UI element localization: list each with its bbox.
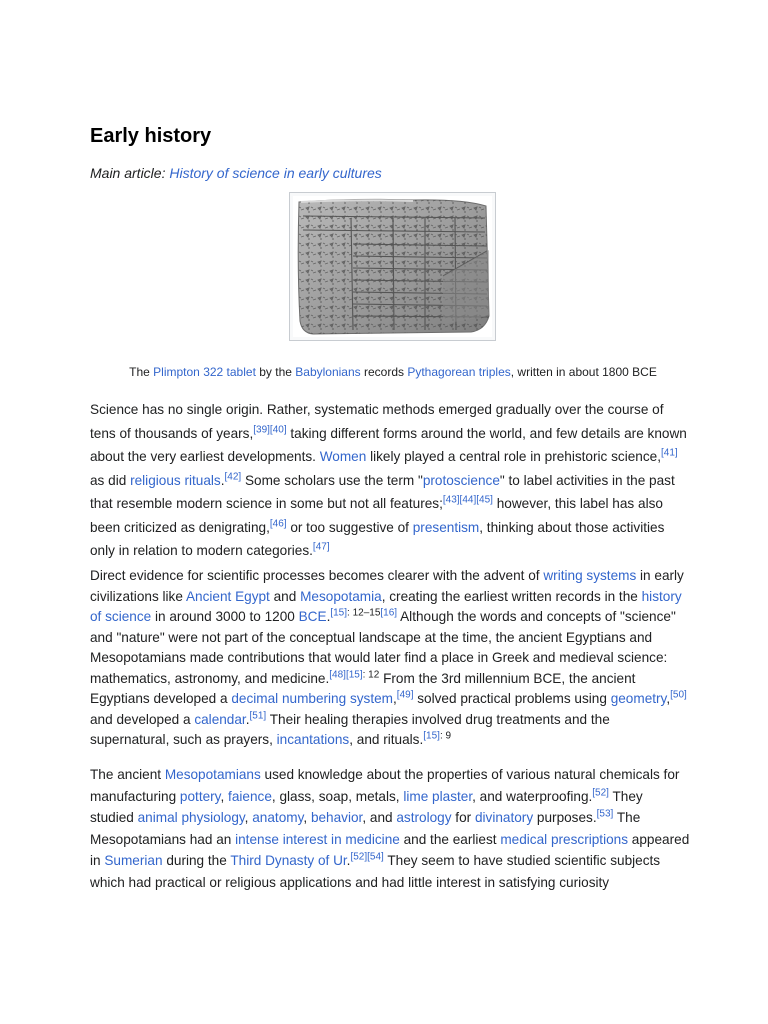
- animal-physiology-link[interactable]: animal physiology: [137, 810, 245, 826]
- divinatory-link[interactable]: divinatory: [474, 810, 534, 826]
- presentism-link[interactable]: presentism: [412, 519, 480, 535]
- reference-link[interactable]: [16]: [380, 607, 398, 619]
- decimal-numbering-system-link[interactable]: decimal numbering system: [231, 691, 394, 706]
- hatnote: Main article: History of science in early cultures: [90, 165, 382, 181]
- bce-link[interactable]: BCE: [298, 609, 327, 624]
- third-dynasty-of-ur-link[interactable]: Third Dynasty of Ur: [230, 853, 347, 869]
- paragraph-mesopotamians: The ancient Mesopotamians used knowledge about the properties of various natural chemicals for manufacturing pottery, faience, glass, soap, metals, lime plaster, and waterproofing.[52] They studied animal physiology, anatomy, behavior, and astrology for divinatory purposes.[53] The Mesopotamians had an intense interest in medicine and the earliest medical prescriptions appeared in Sumerian during the Third Dynasty of Ur.[52][54] They seem to have studied scientific subjects which had practical or religious applications and had little interest in satisfying curiosity: [90, 767, 690, 890]
- intense-interest-in-medicine-link[interactable]: intense interest in medicine: [235, 831, 400, 847]
- cuneiform-tablet-image[interactable]: [293, 196, 492, 337]
- medical-prescriptions-link[interactable]: medical prescriptions: [500, 831, 629, 847]
- paragraph-origins: Science has no single origin. Rather, systematic methods emerged gradually over the course of tens of thousands of years,[39][40] taking different forms around the world, and few details are known about the very earliest developments. Women likely played a central role in prehistoric science,[41] as did religious rituals.[42] Some scholars use the term "protoscience" to label activities in the past that resemble modern science in some but not all features;[43][44][45] however, this label has also been criticized as denigrating,[46] or too suggestive of presentism, thinking about those activities only in relation to modern categories.[47]: [90, 402, 687, 558]
- geometry-link[interactable]: geometry: [610, 691, 667, 706]
- plimpton-322-link[interactable]: Plimpton 322 tablet: [153, 365, 256, 379]
- reference-link[interactable]: [15]: [423, 730, 440, 742]
- ancient-egypt-link[interactable]: Ancient Egypt: [185, 588, 270, 604]
- reference-link[interactable]: [41]: [660, 447, 678, 459]
- paragraph-direct-evidence: Direct evidence for scientific processes becomes clearer with the advent of writing systems in early civilizations like Ancient Egypt and Mesopotamia, creating the earliest written records in the history of science in around 3000 to 1200 BCE.[15]: 12–15[16] Although the words and concepts of "science" and "nature" were not part of the conceptual landscape at the time, the ancient Egyptians and Mesopotamians made contributions that would later find a place in Greek and medieval science: mathematics, astronomy, and medicine.$^{[48][15]: 12}$ From the 3rd millennium BCE, the ancient Egyptians developed a decimal numbering system,[49] solved practical problems using geometry,[50] and developed a calendar.[51] Their healing therapies involved drug treatments and the supernatural, such as prayers, incantations, and rituals.$^{[15]: 9}$: [90, 568, 687, 747]
- mesopotamia-link[interactable]: Mesopotamia: [300, 588, 382, 604]
- faience-link[interactable]: faience: [228, 788, 272, 804]
- astrology-link[interactable]: astrology: [396, 810, 452, 826]
- reference-link[interactable]: [15]: [330, 607, 348, 619]
- women-link[interactable]: Women: [319, 449, 367, 464]
- reference-link[interactable]: [51]: [249, 709, 267, 721]
- religious-rituals-link[interactable]: religious rituals: [130, 472, 221, 488]
- reference-link[interactable]: [47]: [312, 541, 330, 553]
- calendar-link[interactable]: calendar: [194, 711, 246, 727]
- behavior-link[interactable]: behavior: [310, 810, 363, 826]
- protoscience-link[interactable]: protoscience: [422, 472, 500, 488]
- section-heading: Early history: [90, 125, 212, 147]
- main-article-link[interactable]: History of science in early cultures: [169, 165, 382, 181]
- reference-link[interactable]: [49]: [396, 689, 414, 701]
- reference-link[interactable]: [52][54]: [350, 851, 384, 863]
- figure-caption: The Plimpton 322 tablet by the Babylonians records Pythagorean triples, written in about 1800 BCE: [129, 365, 657, 379]
- reference-link[interactable]: [50]: [670, 689, 687, 701]
- reference-link[interactable]: [46]: [269, 517, 287, 529]
- babylonians-link[interactable]: Babylonians: [295, 365, 361, 379]
- figure-thumbnail[interactable]: [289, 192, 496, 341]
- reference-link[interactable]: [48][15]: [329, 668, 363, 680]
- reference-link[interactable]: [43][44][45]: [442, 494, 493, 506]
- pythagorean-triples-link[interactable]: Pythagorean triples: [407, 365, 511, 379]
- anatomy-link[interactable]: anatomy: [252, 810, 304, 826]
- mesopotamians-link[interactable]: Mesopotamians: [164, 767, 261, 782]
- sumerian-link[interactable]: Sumerian: [104, 853, 163, 869]
- incantations-link[interactable]: incantations: [276, 732, 350, 747]
- reference-link[interactable]: [39][40]: [253, 423, 287, 435]
- reference-link[interactable]: [42]: [224, 470, 242, 482]
- history-of-science-link[interactable]: history of science: [90, 588, 682, 624]
- pottery-link[interactable]: pottery: [179, 788, 221, 804]
- writing-systems-link[interactable]: writing systems: [543, 568, 637, 583]
- reference-link[interactable]: [53]: [596, 808, 614, 820]
- reference-link[interactable]: [52]: [592, 787, 609, 799]
- lime-plaster-link[interactable]: lime plaster: [403, 788, 473, 804]
